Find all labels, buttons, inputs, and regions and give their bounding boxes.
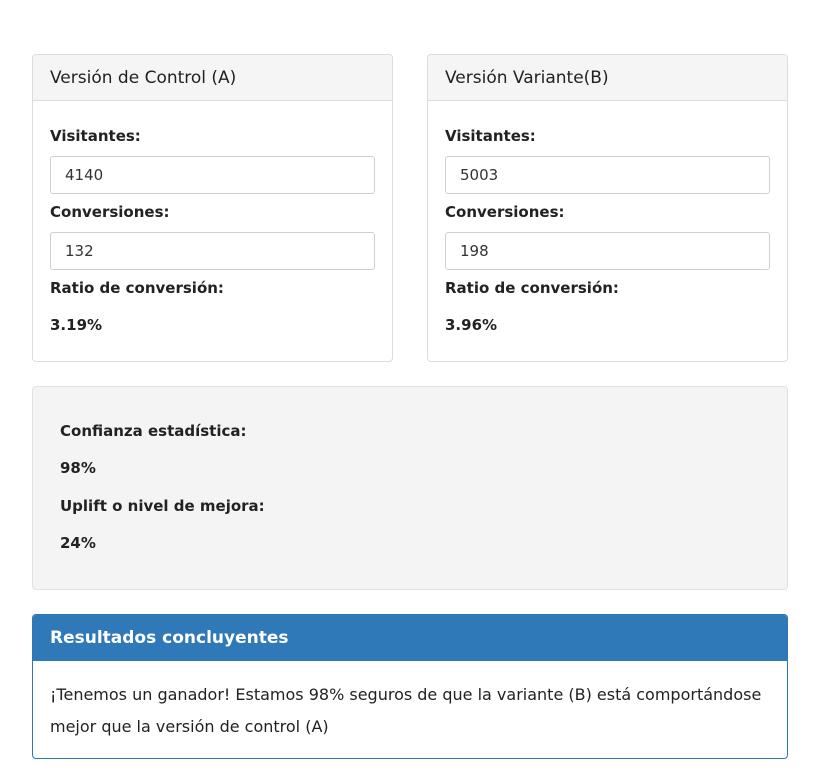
result-title: Resultados concluyentes [33,615,787,661]
confidence-label: Confianza estadística: [60,422,247,440]
control-visitors-label: Visitantes: [50,127,141,145]
control-conversions-input[interactable]: 132 [50,232,375,270]
control-panel-title: Versión de Control (A) [33,55,392,101]
variant-visitors-input[interactable]: 5003 [445,156,770,194]
control-panel [32,54,393,362]
statistics-panel [32,386,788,590]
result-panel [32,614,788,759]
variant-conversions-label: Conversiones: [445,203,565,221]
control-ratio-label: Ratio de conversión: [50,279,224,297]
variant-ratio-label: Ratio de conversión: [445,279,619,297]
control-ratio-value: 3.19% [50,316,103,334]
confidence-value: 98% [60,459,96,477]
uplift-value: 24% [60,534,96,552]
uplift-label: Uplift o nivel de mejora: [60,497,265,515]
variant-panel-title: Versión Variante(B) [428,55,787,101]
control-visitors-input[interactable]: 4140 [50,156,375,194]
variant-panel [427,54,788,362]
variant-ratio-value: 3.96% [445,316,498,334]
result-message: ¡Tenemos un ganador! Estamos 98% seguros de que la variante (B) está comportándose mejor que la versión de control (A) [50,685,762,736]
variant-conversions-input[interactable]: 198 [445,232,770,270]
control-conversions-label: Conversiones: [50,203,170,221]
variant-visitors-label: Visitantes: [445,127,536,145]
